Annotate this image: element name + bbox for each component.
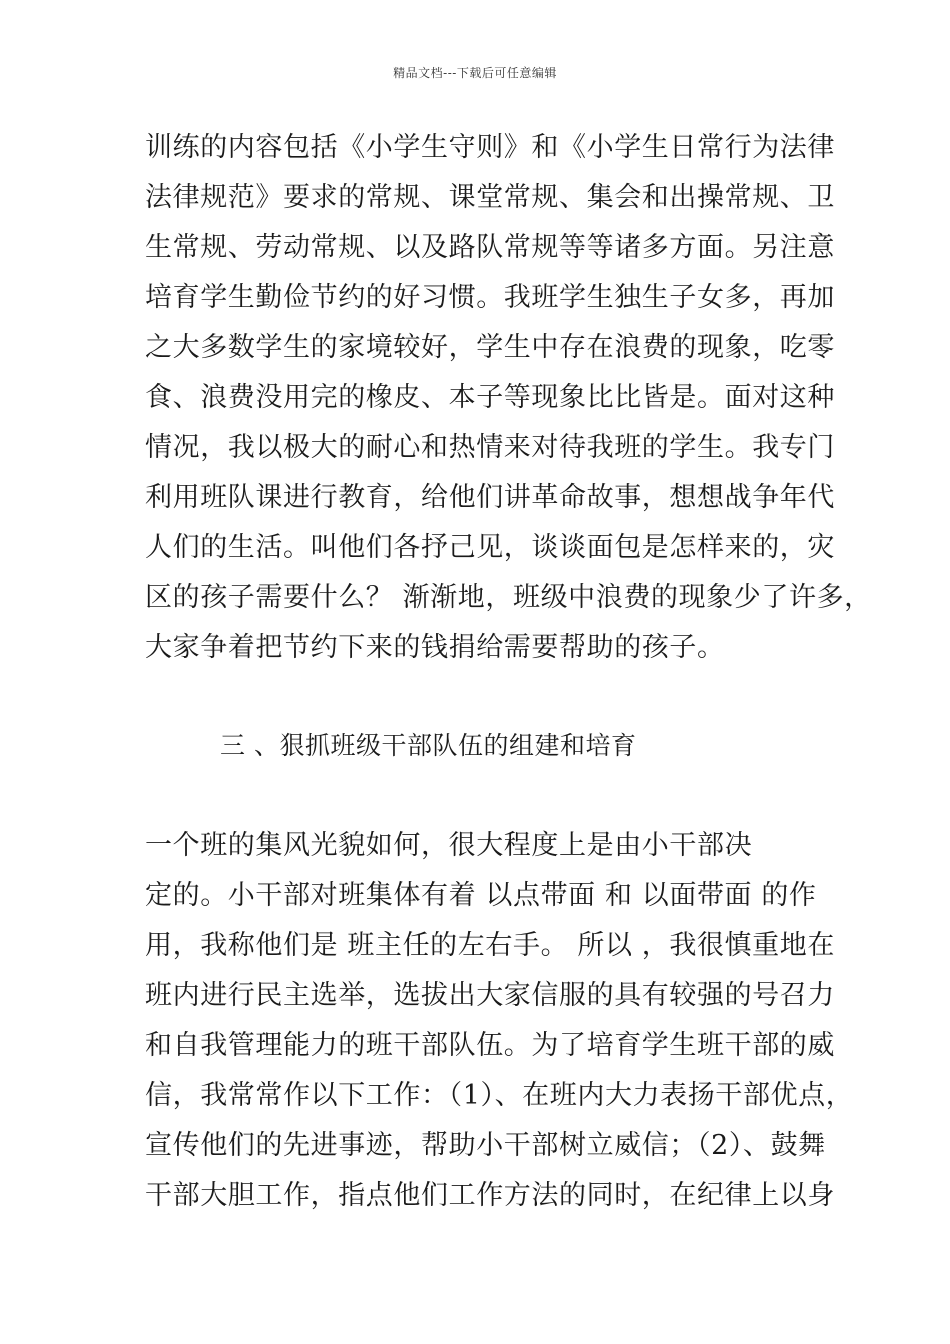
paragraph-line: 区的孩子需要什么？ 渐渐地，班级中浪费的现象少了许多，: [145, 582, 872, 613]
page-header: 精品文档---下载后可任意编辑: [393, 66, 557, 80]
paragraph-line: 之大多数学生的家境较好，学生中存在浪费的现象，吃零: [145, 332, 835, 363]
section-title: 三 、狠抓班级干部队伍的组建和培育: [220, 731, 637, 760]
paragraph-line: 情况，我以极大的耐心和热情来对待我班的学生。我专门: [145, 432, 835, 463]
paragraph-line: 法律规范》要求的常规、课堂常规、集会和出操常规、卫: [145, 182, 835, 213]
paragraph-line: 生常规、劳动常规、以及路队常规等等诸多方面。另注意: [145, 232, 835, 263]
paragraph-line: 培育学生勤俭节约的好习惯。我班学生独生子女多，再加: [145, 282, 835, 313]
paragraph-line: 食、浪费没用完的橡皮、本子等现象比比皆是。面对这种: [145, 382, 835, 413]
paragraph-line: 干部大胆工作，指点他们工作方法的同时，在纪律上以身: [145, 1180, 835, 1211]
paragraph-line: 利用班队课进行教育，给他们讲革命故事，想想战争年代: [145, 482, 835, 513]
paragraph-line: 和自我管理能力的班干部队伍。为了培育学生班干部的威: [145, 1030, 835, 1061]
paragraph-line: 训练的内容包括《小学生守则》和《小学生日常行为法律: [145, 132, 835, 163]
paragraph-line: 班内进行民主选举，选拔出大家信服的具有较强的号召力: [145, 980, 835, 1011]
paragraph-line: 信，我常常作以下工作：（1）、在班内大力表扬干部优点，: [145, 1080, 854, 1111]
paragraph-line: 定的。小干部对班集体有着 以点带面 和 以面带面 的作: [145, 880, 817, 911]
paragraph-line: 一个班的集风光貌如何，很大程度上是由小干部决: [145, 830, 753, 861]
paragraph-line: 用，我称他们是 班主任的左右手。 所以 ，我很慎重地在: [145, 930, 835, 961]
paragraph-line: 大家争着把节约下来的钱捐给需要帮助的孩子。: [145, 632, 725, 663]
paragraph-line: 人们的生活。叫他们各抒己见，谈谈面包是怎样来的，灾: [145, 532, 835, 563]
paragraph-line: 宣传他们的先进事迹，帮助小干部树立威信；（2）、鼓舞: [145, 1130, 826, 1161]
